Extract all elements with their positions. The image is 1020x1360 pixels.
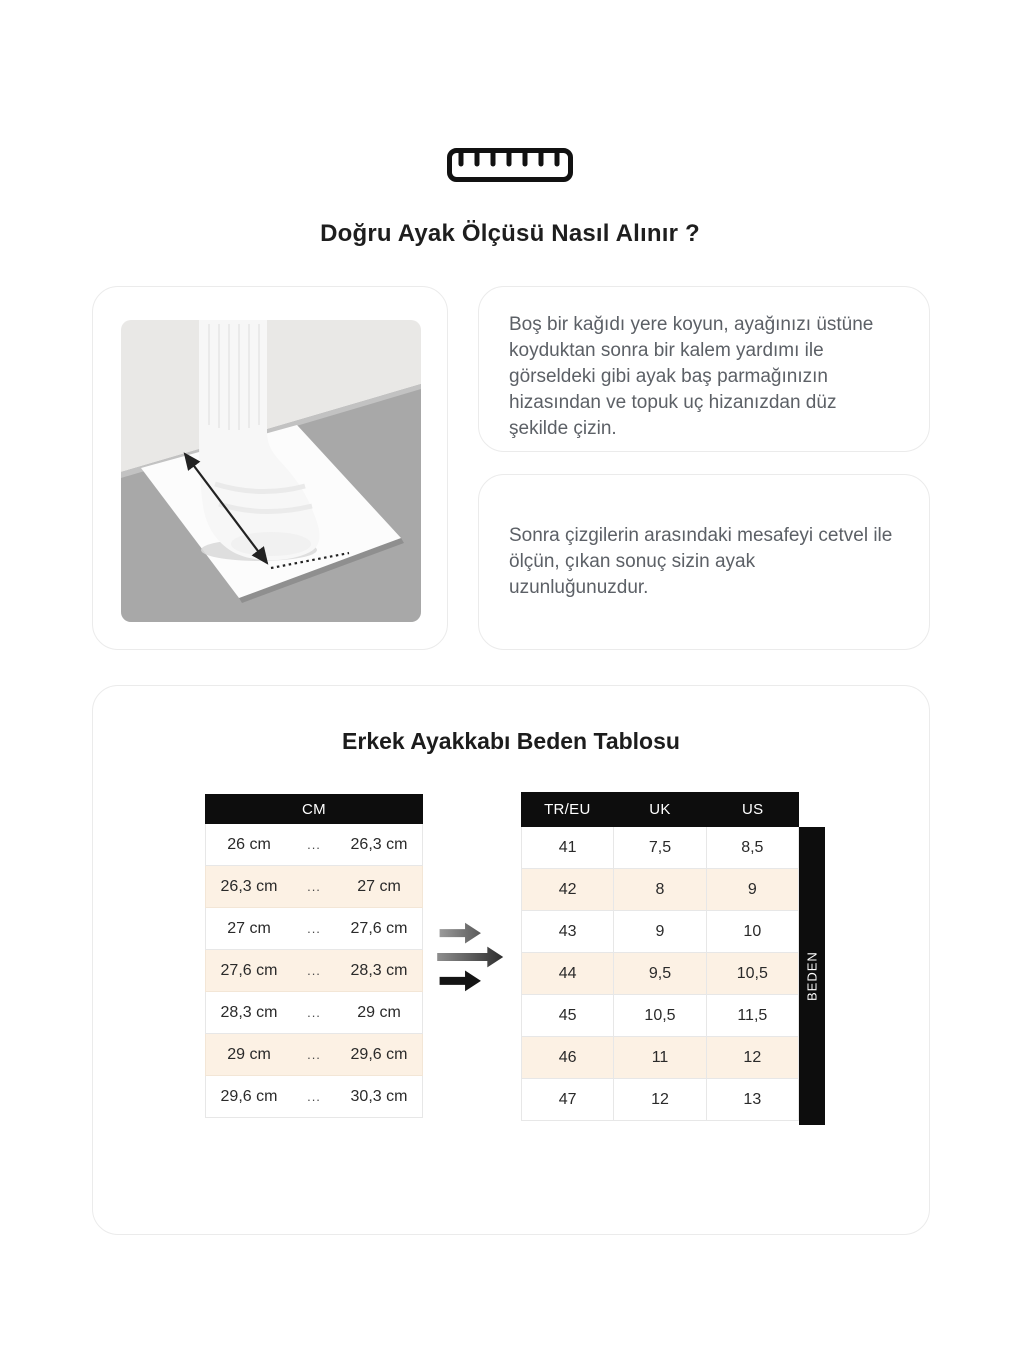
- cm-table-rows: [205, 824, 423, 1118]
- header-tr-eu: TR/EU: [544, 801, 591, 818]
- intl-size-table: [521, 792, 799, 1121]
- table-row: 43 9 10: [521, 911, 799, 953]
- cm-table-header: CM: [205, 794, 423, 824]
- size-chart-body: [93, 792, 929, 1152]
- ruler-icon: [447, 148, 573, 182]
- table-row: 46 11 12: [521, 1037, 799, 1079]
- instruction-cards: [478, 286, 930, 650]
- table-row: 26,3 cm ... 27 cm: [205, 866, 423, 908]
- size-chart-title: Erkek Ayakkabı Beden Tablosu: [342, 728, 680, 754]
- intl-table-header: [521, 792, 799, 827]
- table-row: 45 10,5 11,5: [521, 995, 799, 1037]
- instruction-card-1: [478, 286, 930, 452]
- table-row: 29,6 cm ... 30,3 cm: [205, 1076, 423, 1118]
- table-row: 27,6 cm ... 28,3 cm: [205, 950, 423, 992]
- size-chart-card: [92, 685, 930, 1235]
- instruction-text-2: Sonra çizgilerin arasındaki mesafeyi cetvel ile ölçün, çıkan sonuç sizin ayak uzunluğunuzdur.: [509, 525, 893, 598]
- transfer-arrows-icon: [433, 922, 513, 992]
- instruction-card-2: [478, 474, 930, 650]
- intl-table-rows: [521, 827, 799, 1121]
- table-row: 27 cm ... 27,6 cm: [205, 908, 423, 950]
- table-row: 26 cm ... 26,3 cm: [205, 824, 423, 866]
- table-row: 47 12 13: [521, 1079, 799, 1121]
- table-row: 42 8 9: [521, 869, 799, 911]
- instruction-text-1: Boş bir kağıdı yere koyun, ayağınızı üstüne koyduktan sonra bir kalem yardımı ile görseldeki gibi ayak baş parmağınızın hizasından ve topuk uç hizanızdan düz şekilde çizin.: [509, 314, 874, 439]
- header-uk: UK: [649, 801, 671, 818]
- table-row: 28,3 cm ... 29 cm: [205, 992, 423, 1034]
- measurement-photo-card: [92, 286, 448, 650]
- ruler-icon-wrap: [0, 148, 1020, 182]
- foot-measurement-photo: [121, 320, 421, 622]
- cm-table: [205, 794, 423, 1118]
- table-row: 44 9,5 10,5: [521, 953, 799, 995]
- table-row: 41 7,5 8,5: [521, 827, 799, 869]
- page-title: Doğru Ayak Ölçüsü Nasıl Alınır ?: [320, 220, 700, 247]
- header-us: US: [741, 801, 764, 818]
- table-row: 29 cm ... 29,6 cm: [205, 1034, 423, 1076]
- beden-side-label: BEDEN: [799, 827, 825, 1125]
- howto-section: [92, 286, 930, 650]
